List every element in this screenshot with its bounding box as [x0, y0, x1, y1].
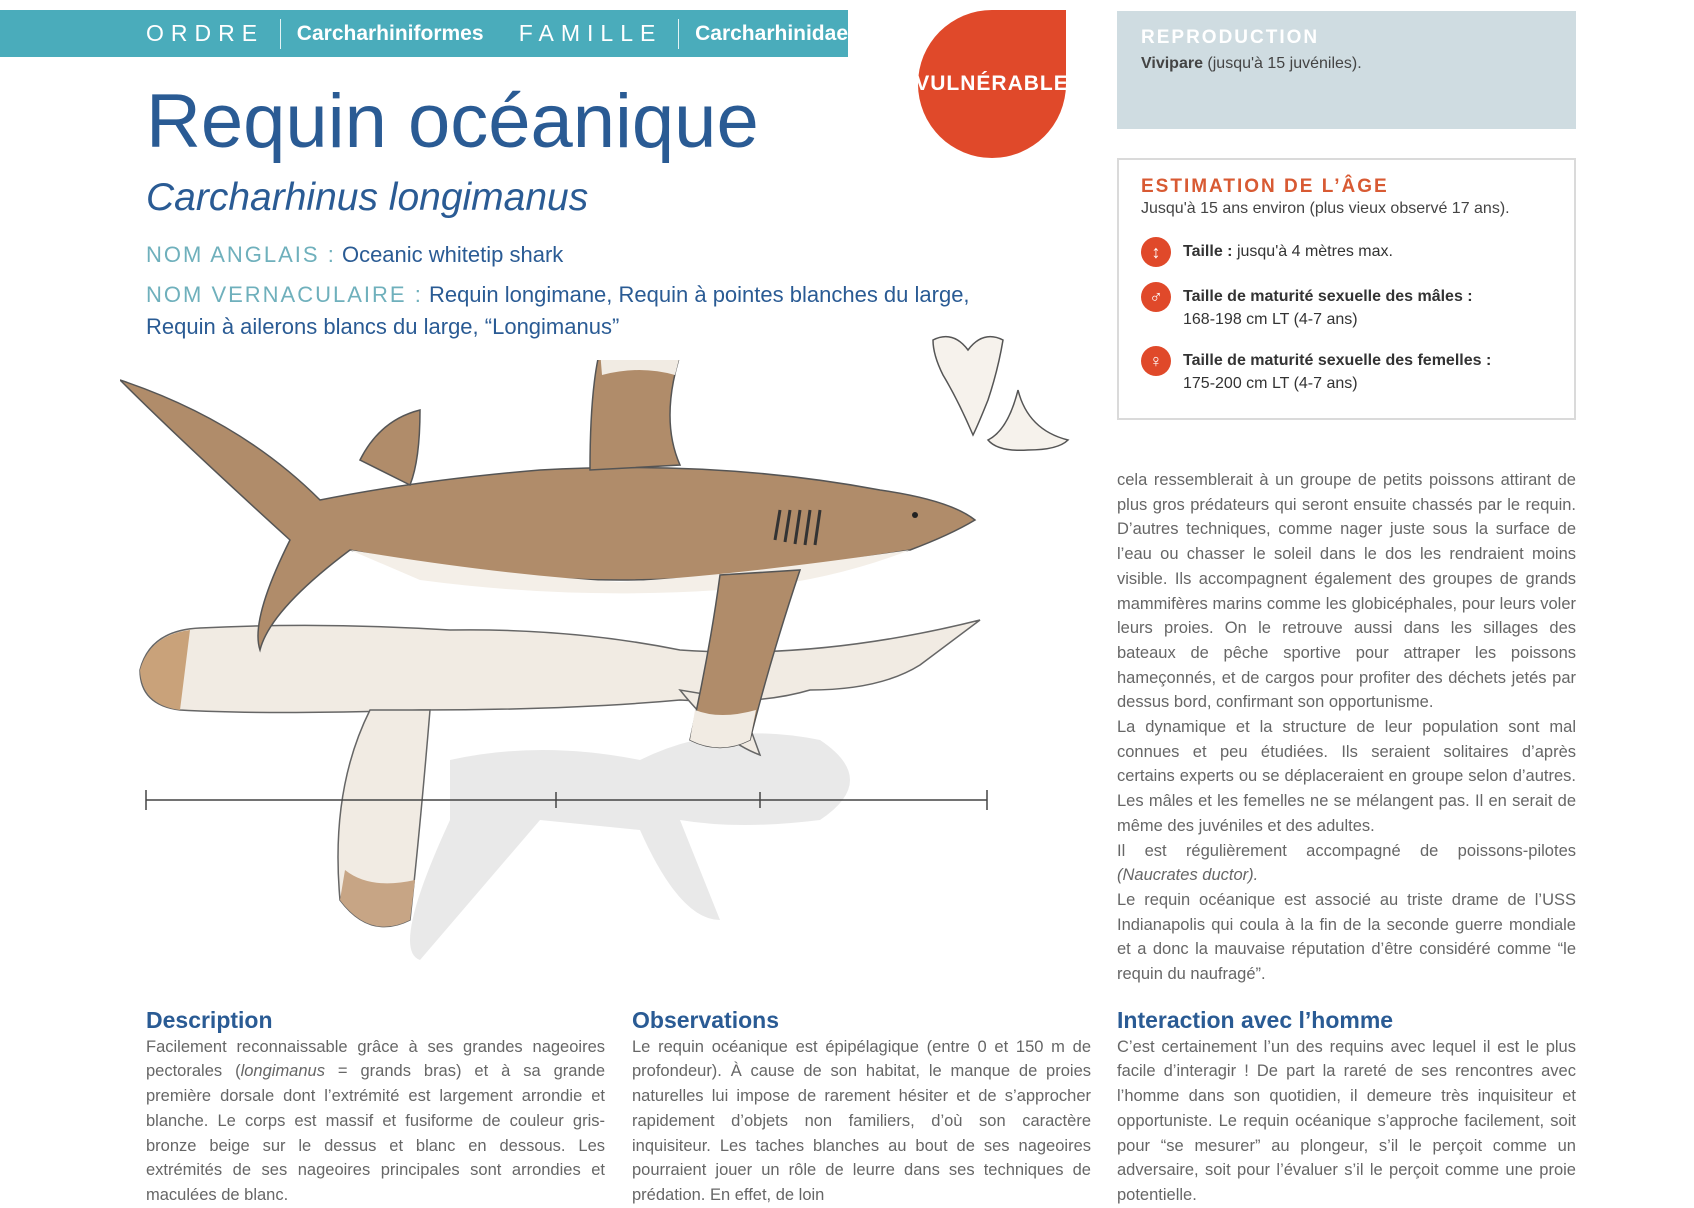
english-name-value: Oceanic whitetip shark [341, 242, 564, 267]
paragraph: cela ressemblerait à un groupe de petits poissons attirant de plus gros prédateurs qui seront ensuite chassés par le requin. D’autres techniques, comme nager juste sous la surface de l’eau ou chasser le soleil dans le dos les rendraient moins visible. Ils accompagnent également des groupes de grands mammifères marins comme les globicéphales, pour leurs voler leurs proies. On le retrouve aussi dans les sillages des bateaux de pêche sportive pour attraper les poissons hameçonnés, et de cargos pour profiter des déchets jetés par dessus bord, confirmant son opportunisme. [1117, 471, 1576, 712]
vernacular-name-line2: Requin à ailerons blancs du large, “Longimanus” [146, 314, 620, 339]
description-heading: Description [146, 1007, 273, 1033]
divider [280, 19, 281, 49]
reproduction-text: Vivipare (jusqu'à 15 juvéniles). [1141, 55, 1362, 72]
status-badge [915, 10, 1069, 158]
vernacular-name [146, 279, 970, 343]
size-icon: ↕ [1141, 237, 1171, 267]
paragraph: Il est régulièrement accompagné de poissons-pilotes (Naucrates ductor). [1117, 841, 1576, 885]
order-label: ORDRE [146, 20, 265, 46]
male-maturity-row: ♂ Taille de maturité sexuelle des mâles : 168-198 cm LT (4-7 ans) [1141, 285, 1552, 331]
female-icon: ♀ [1141, 346, 1171, 376]
age-estimation-box [1117, 158, 1576, 420]
status-label: VULNÉRABLE [915, 72, 1069, 95]
teeth-illustration [928, 330, 1078, 480]
interaction-section [1117, 1008, 1576, 1208]
reproduction-heading: REPRODUCTION [1141, 27, 1320, 48]
scientific-name: Carcharhinus longimanus [146, 176, 589, 219]
divider [678, 19, 679, 49]
interaction-heading: Interaction avec l’homme [1117, 1007, 1394, 1033]
age-intro: Jusqu'à 15 ans environ (plus vieux observé 17 ans). [1141, 200, 1510, 217]
reproduction-box [1117, 11, 1576, 129]
size-row: ↕ Taille : jusqu'à 4 mètres max. [1141, 240, 1552, 267]
paragraph: Le requin océanique est associé au triste drame de l’USS Indianapolis qui coula à la fin de la seconde guerre mondiale et a donc la mauvaise réputation d’être considéré comme “le requin du naufragé”. [1117, 890, 1576, 984]
description-text: Facilement reconnaissable grâce à ses grandes nageoires pectorales (longimanus = grands bras) et à sa grande première dorsale dont l’extrémité est largement arrondie et blanche. Le corps est massif et fusiforme de couleur gris-bronze beige sur le dessus et blanc en dessous. Les extrémités de ses nageoires principales sont arrondies et maculées de blanc. [146, 1037, 605, 1204]
english-name [146, 242, 563, 268]
taxonomy-band [0, 10, 848, 57]
paragraph: La dynamique et la structure de leur population sont mal connues et peu étudiées. Ils seraient solitaires d’après certains experts ou se déplaceraient en groupe selon d’autres. Les mâles et les femelles ne se mélangent pas. Il en serait de même des juvéniles et des adultes. [1117, 718, 1576, 835]
observations-section [632, 1008, 1091, 1208]
family-label: FAMILLE [518, 20, 663, 46]
male-icon: ♂ [1141, 282, 1171, 312]
age-heading: ESTIMATION DE L’ÂGE [1141, 176, 1389, 197]
observations-text: Le requin océanique est épipélagique (entre 0 et 150 m de profondeur). À cause de son habitat, le manque de proies naturelles lui impose de rarement hésiter et de s’approcher rapidement d’objets non familiers, d’où son caractère inquisiteur. Les taches blanches au bout de ses nageoires pourraient jouer un rôle de leurre dans ses techniques de prédation. En effet, de loin [632, 1037, 1091, 1204]
english-name-label: NOM ANGLAIS : [146, 242, 336, 267]
page-title: Requin océanique [146, 79, 759, 164]
vernacular-name-label: NOM VERNACULAIRE : [146, 282, 423, 307]
vernacular-name-line1: Requin longimane, Requin à pointes blanches du large, [428, 282, 970, 307]
description-section [146, 1008, 605, 1208]
interaction-text: C’est certainement l’un des requins avec lequel il est le plus facile d’interagir ! De part la rareté de ses rencontres avec l’homme dans son quotidien, il demeure très inquisiteur et opportuniste. Le requin océanique s’approche facilement, soit pour “se mesurer” au plongeur, s’il le perçoit comme un adversaire, soit pour l’évaluer s’il le perçoit comme une proie potentielle. [1117, 1037, 1576, 1204]
family-value: Carcharhinidae [695, 21, 848, 45]
observations-heading: Observations [632, 1007, 779, 1033]
female-maturity-row: ♀ Taille de maturité sexuelle des femelles : 175-200 cm LT (4-7 ans) [1141, 349, 1552, 395]
right-column-text [1117, 468, 1576, 987]
order-value: Carcharhiniformes [296, 21, 484, 45]
